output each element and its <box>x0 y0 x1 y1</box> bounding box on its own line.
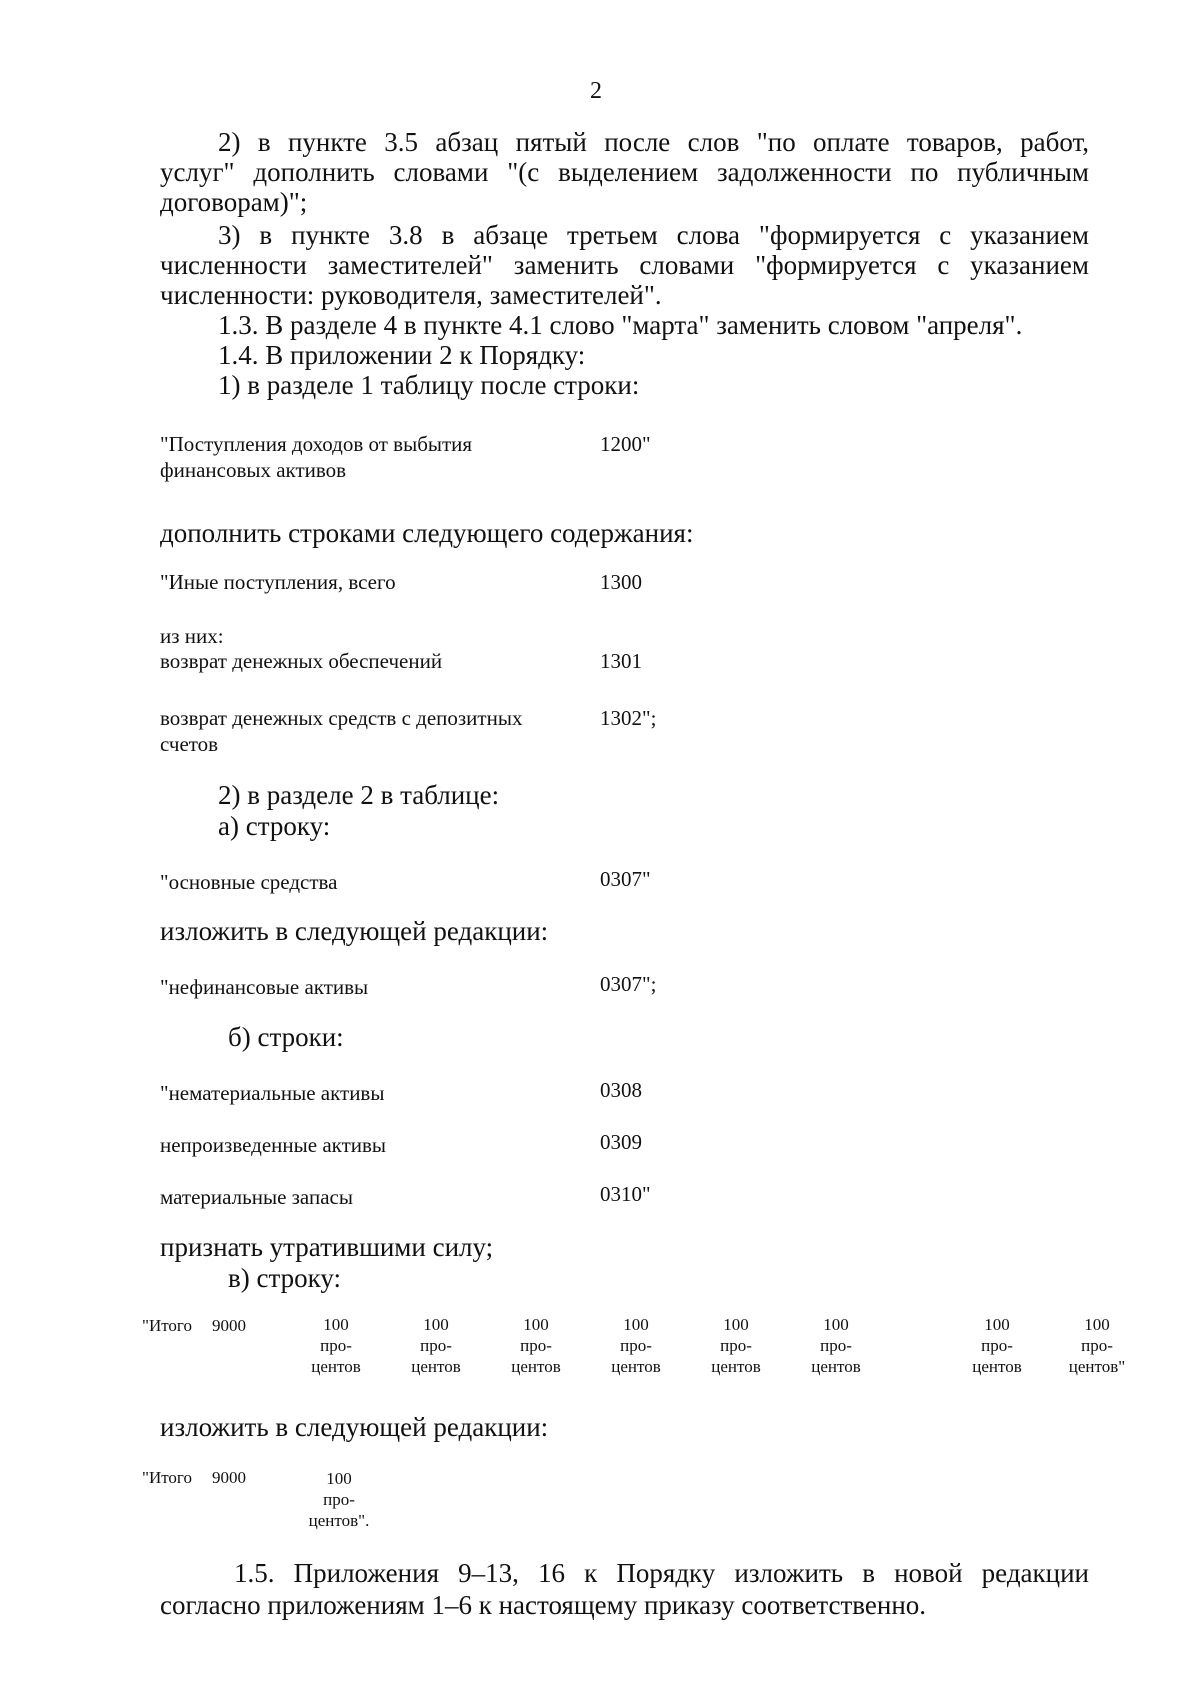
iz-nih-label: из них: <box>160 624 224 648</box>
para-3-5-line1: 2) в пункте 3.5 абзац пятый после слов "по оплате товаров, работ, <box>218 127 1089 157</box>
para-1-4: 1.4. В приложении 2 к Порядку: <box>218 340 586 370</box>
itogo-old-cell-word: про- <box>420 1336 452 1355</box>
row-1200-code: 1200" <box>600 432 651 456</box>
itogo-new-cell-word2: центов". <box>308 1511 370 1530</box>
itogo-new-cell <box>296 1468 382 1531</box>
itogo-old-cell-word: про- <box>720 1336 752 1355</box>
itogo-old-cell-word: центов <box>411 1357 461 1376</box>
itogo-new-label: "Итого <box>142 1468 192 1487</box>
row-0309-code: 0309 <box>600 1130 642 1154</box>
itogo-old-label: "Итого <box>142 1316 192 1335</box>
itogo-old-cell-word: центов <box>511 1357 561 1376</box>
izlozhit-text-2: изложить в следующей редакции: <box>160 1412 549 1442</box>
itogo-old-cell-word: про- <box>981 1336 1013 1355</box>
itogo-old-cell-value: 100 <box>523 1315 549 1334</box>
itogo-old-cell-word: центов <box>711 1357 761 1376</box>
para-1-5-line1: 1.5. Приложения 9–13, 16 к Порядку изложить в новой редакции <box>234 1558 1089 1588</box>
itogo-old-cell-word: про- <box>820 1336 852 1355</box>
itogo-old-cell <box>496 1314 576 1377</box>
para-3-5-line3: договорам)"; <box>160 187 308 217</box>
row-0307-new-code: 0307"; <box>600 972 657 996</box>
row-0308-label: "нематериальные активы <box>160 1081 385 1105</box>
itogo-old-cell <box>796 1314 876 1377</box>
row-0309-label: непроизведенные активы <box>160 1133 387 1157</box>
para-1-5-line2: согласно приложениям 1–6 к настоящему приказу соответственно. <box>160 1590 927 1620</box>
itogo-old-cell <box>696 1314 776 1377</box>
page-number: 2 <box>590 78 602 104</box>
para-1-4-item1: 1) в разделе 1 таблицу после строки: <box>218 370 640 400</box>
para-3-8-line1: 3) в пункте 3.8 в абзаце третьем слова "формируется с указанием <box>218 220 1089 250</box>
row-1300-label: "Иные поступления, всего <box>160 570 396 594</box>
izlozhit-text-1: изложить в следующей редакции: <box>160 916 549 946</box>
row-0307-old-label: "основные средства <box>160 870 338 894</box>
itogo-old-cell-word: про- <box>520 1336 552 1355</box>
section-2-item-a: а) строку: <box>218 811 331 841</box>
itogo-old-cell-value: 100 <box>723 1315 749 1334</box>
section-2-item-b: б) строки: <box>228 1022 344 1052</box>
add-rows-text: дополнить строками следующего содержания: <box>160 518 694 548</box>
itogo-new-cell-word1: про- <box>323 1490 355 1509</box>
priznat-text: признать утратившими силу; <box>160 1232 494 1262</box>
itogo-old-cell-value: 100 <box>623 1315 649 1334</box>
itogo-old-cell-word: про- <box>320 1336 352 1355</box>
itogo-old-code: 9000 <box>212 1316 246 1335</box>
row-1302-label-line1: возврат денежных средств с депозитных <box>160 706 523 730</box>
itogo-old-cell-value: 100 <box>984 1315 1010 1334</box>
row-0310-code: 0310" <box>600 1182 651 1206</box>
row-0307-old-code: 0307" <box>600 867 651 891</box>
row-1301-label: возврат денежных обеспечений <box>160 649 443 673</box>
row-1200-label-line1: "Поступления доходов от выбытия <box>160 432 473 456</box>
row-0307-new-label: "нефинансовые активы <box>160 975 369 999</box>
para-3-8-line3: численности: руководителя, заместителей". <box>160 280 662 310</box>
itogo-new-cell-value: 100 <box>326 1469 352 1488</box>
itogo-new-code: 9000 <box>212 1468 246 1487</box>
itogo-old-cell-word: про- <box>1081 1336 1113 1355</box>
itogo-old-cell-word: центов <box>972 1357 1022 1376</box>
itogo-old-cell <box>957 1314 1037 1377</box>
itogo-old-cell-value: 100 <box>1084 1315 1110 1334</box>
row-1302-label-line2: счетов <box>160 732 219 756</box>
itogo-old-cell-value: 100 <box>323 1315 349 1334</box>
itogo-old-cell-word: про- <box>620 1336 652 1355</box>
itogo-old-cell-value: 100 <box>423 1315 449 1334</box>
para-3-5-line2: услуг" дополнить словами "(с выделением задолженности по публичным <box>160 157 1089 187</box>
itogo-old-cell-word: центов <box>611 1357 661 1376</box>
para-1-3: 1.3. В разделе 4 в пункте 4.1 слово "марта" заменить словом "апреля". <box>218 310 1023 340</box>
itogo-old-cell-word: центов <box>311 1357 361 1376</box>
itogo-old-cell-word: центов" <box>1068 1357 1126 1376</box>
row-1300-code: 1300 <box>600 570 642 594</box>
row-0308-code: 0308 <box>600 1078 642 1102</box>
row-1302-code: 1302"; <box>600 706 657 730</box>
itogo-old-cell <box>1057 1314 1137 1377</box>
section-2-item-v: в) строку: <box>228 1263 341 1293</box>
itogo-old-cell <box>596 1314 676 1377</box>
row-1301-code: 1301 <box>600 649 642 673</box>
section-2-heading: 2) в разделе 2 в таблице: <box>218 780 500 810</box>
itogo-old-cell <box>296 1314 376 1377</box>
itogo-old-cell <box>396 1314 476 1377</box>
itogo-old-cell-value: 100 <box>823 1315 849 1334</box>
itogo-old-cell-word: центов <box>811 1357 861 1376</box>
row-0310-label: материальные запасы <box>160 1185 353 1209</box>
row-1200-label-line2: финансовых активов <box>160 458 347 482</box>
para-3-8-line2: численности заместителей" заменить словами "формируется с указанием <box>160 250 1089 280</box>
